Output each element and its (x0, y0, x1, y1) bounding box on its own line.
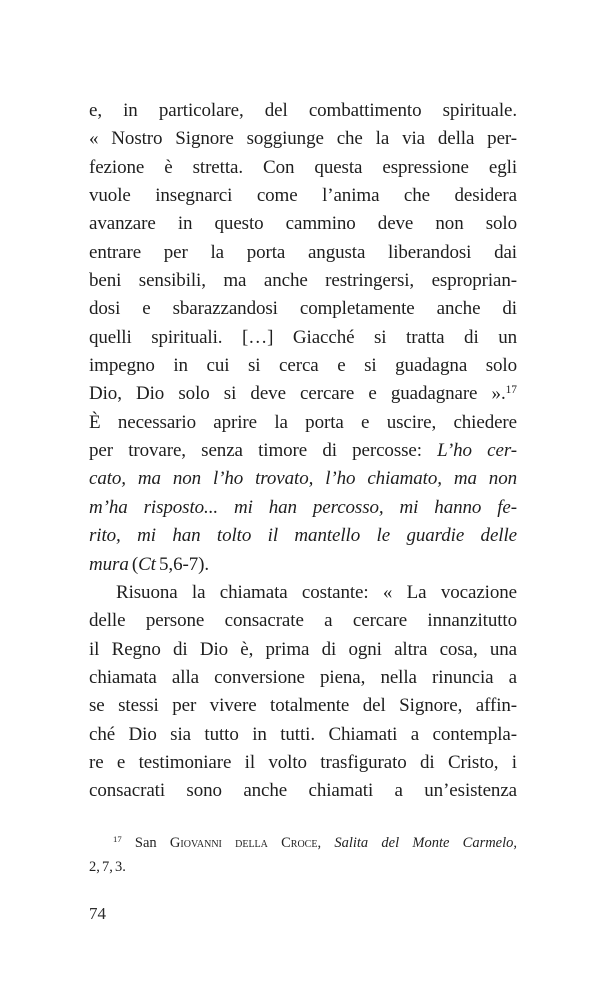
footnote (89, 831, 517, 879)
text-segment: Dio, Dio solo si deve cercare e guadagnare ». (89, 383, 506, 405)
text-segment: e, in particolare, del combattimento spirituale. (89, 100, 517, 121)
text-segment: Risuona la chiamata costante: « La vocazione (116, 581, 517, 603)
text-segment: vuole insegnarci come l’anima che desidera (89, 185, 517, 207)
body-line (89, 295, 517, 323)
text-segment: 17 (505, 384, 517, 397)
text-segment: « Nostro Signore soggiunge che la via della per- (89, 128, 517, 150)
body-line (89, 664, 517, 692)
body-line (89, 494, 517, 522)
text-segment: 2, 7, 3. (89, 859, 126, 875)
text-segment: fezione è stretta. Con questa espressione egli (89, 156, 517, 178)
body-line (89, 749, 517, 777)
body-line (89, 182, 517, 210)
text-segment: dosi e sbarazzandosi completamente anche di (89, 298, 517, 320)
text-segment: chiamata alla conversione piena, nella rinuncia a (89, 666, 517, 688)
text-segment: , (513, 835, 518, 851)
text-segment: beni sensibili, ma anche restringersi, esproprian- (89, 270, 517, 292)
text-segment: Salita del Monte Carmelo (334, 835, 514, 851)
body-line (89, 267, 517, 295)
text-segment: se stessi per vivere totalmente del Signore, affin- (89, 695, 517, 717)
body-line (89, 607, 517, 635)
text-segment: Giovanni della Croce (169, 835, 318, 851)
body-line (89, 777, 517, 805)
text-segment: per trovare, senza timore di percosse: (89, 440, 438, 462)
text-segment: consacrati sono anche chiamati a un’esistenza (89, 780, 517, 802)
text-segment: m’ha risposto... mi han percosso, mi hanno fe- (89, 496, 517, 518)
text-segment: entrare per la porta angusta liberandosi dai (89, 241, 517, 263)
body-line (89, 97, 517, 125)
body-line (89, 522, 517, 550)
text-segment: 5,6-7). (155, 553, 209, 575)
text-segment: L’ho cer- (437, 440, 517, 462)
body-line (89, 692, 517, 720)
footnote-line (89, 855, 517, 879)
body-line (89, 551, 517, 579)
text-segment: ché Dio sia tutto in tutti. Chiamati a contempla- (89, 723, 517, 745)
text-segment: quelli spirituali. […] Giacché si tratta di un (89, 326, 517, 348)
body-line (89, 210, 517, 238)
text-segment: il Regno di Dio è, prima di ogni altra cosa, una (89, 638, 517, 660)
text-segment: cato, ma non l’ho trovato, l’ho chiamato, ma non (89, 468, 517, 490)
body-line (89, 636, 517, 664)
body-line (89, 465, 517, 493)
body-text (89, 97, 517, 806)
body-line (89, 154, 517, 182)
text-segment: rito, mi han tolto il mantello le guardie delle (89, 525, 517, 547)
body-line (89, 125, 517, 153)
body-line (89, 380, 517, 408)
body-line (89, 579, 517, 607)
body-line (89, 352, 517, 380)
text-segment: delle persone consacrate a cercare innanzitutto (89, 610, 517, 632)
footnote-line (89, 831, 517, 855)
body-line (89, 239, 517, 267)
page-number: 74 (89, 904, 106, 923)
text-segment: , (317, 835, 335, 851)
body-line (89, 437, 517, 465)
text-segment: impegno in cui si cerca e si guadagna solo (89, 355, 517, 377)
text-segment: ( (128, 553, 139, 575)
text-segment: È necessario aprire la porta e uscire, chiedere (89, 411, 517, 433)
text-segment: 17 (113, 834, 122, 845)
text-segment: avanzare in questo cammino deve non solo (89, 213, 517, 235)
body-line (89, 409, 517, 437)
text-segment: Ct (138, 553, 156, 575)
body-line (89, 324, 517, 352)
text-segment: mura (89, 553, 129, 575)
body-line (89, 721, 517, 749)
text-segment: San (121, 835, 170, 851)
text-segment: re e testimoniare il volto trasfigurato di Cristo, i (89, 751, 517, 773)
